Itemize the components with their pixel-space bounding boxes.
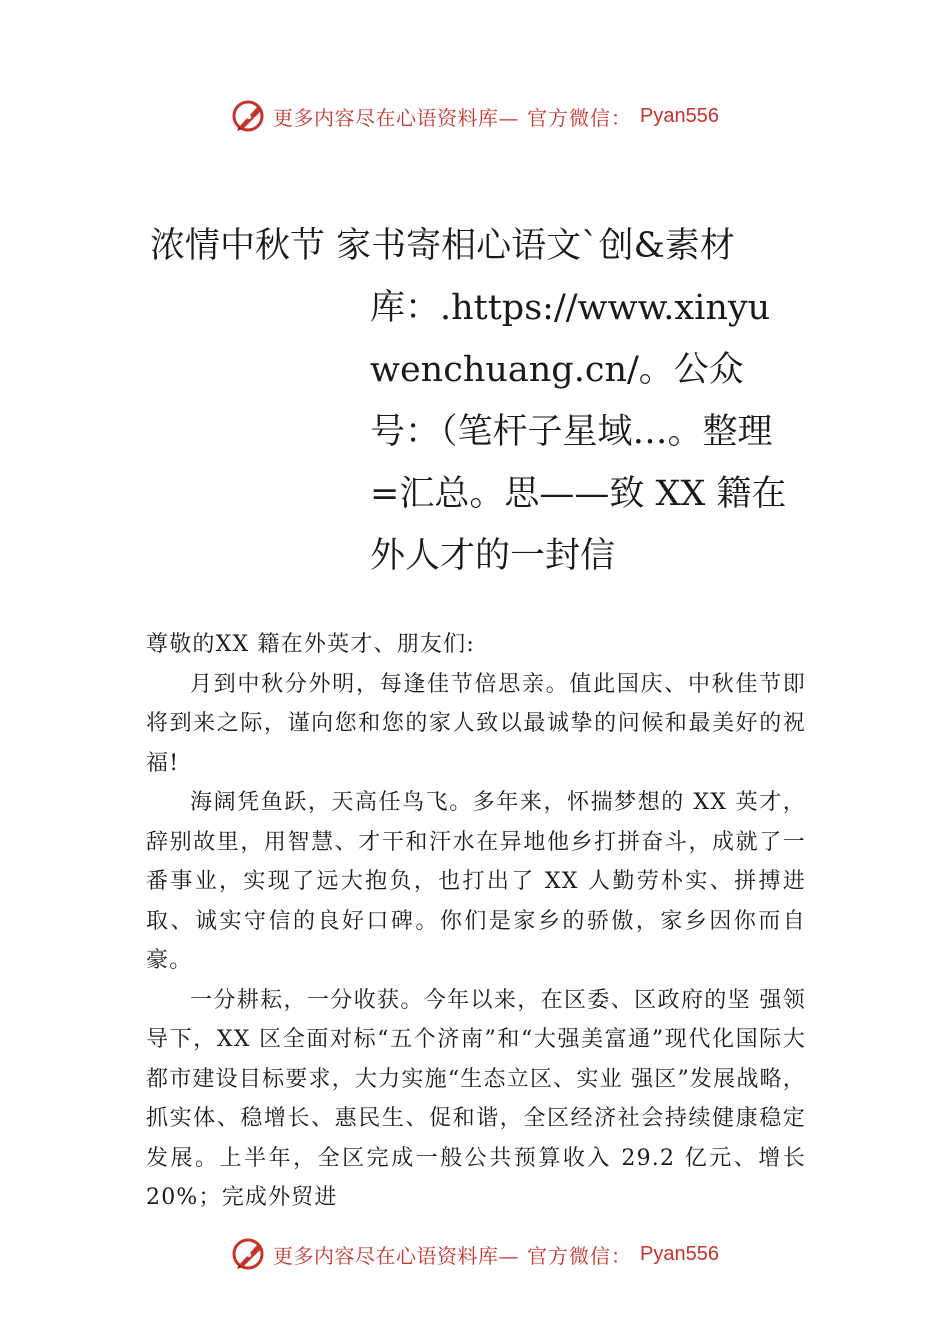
document-title: [150, 215, 810, 587]
pen-logo-icon: [231, 98, 267, 134]
letter-body: [146, 625, 806, 1218]
letter-paragraph-2: 海阔凭鱼跃，天高任鸟飞。多年来，怀揣梦想的 XX 英才，辞别故里，用智慧、才干和汗水在异地他乡打拼奋斗，成就了一番事业，实现了远大抱负，也打出了 XX 人勤劳朴实、拼搏进取、诚实守信的良好口碑。你们是家乡的骄傲，家乡因你而自豪。: [146, 790, 806, 973]
banner-wechat-id: Pyan556: [640, 1242, 719, 1265]
banner-text: 更多内容尽在心语资料库—: [273, 1243, 520, 1268]
banner-wechat-label: 官方微信：: [527, 1243, 633, 1268]
banner-wechat-label: 官方微信：: [527, 105, 633, 130]
letter-paragraph-1: 月到中秋分外明，每逢佳节倍思亲。值此国庆、中秋佳节即将到来之际，谨向您和您的家人致以最诚挚的问候和最美好的祝福!: [146, 671, 806, 776]
banner-wechat-id: Pyan556: [640, 104, 719, 127]
header-banner: [0, 92, 950, 140]
footer-banner: [0, 1230, 950, 1278]
pen-logo-icon: [231, 1236, 267, 1272]
banner-content: [231, 1236, 719, 1272]
letter-paragraph-3: 一分耕耘，一分收获。今年以来，在区委、区政府的坚 强领导下，XX 区全面对标“五个济南”和“大强美富通”现代化国际大都市建设目标要求，大力实施“生态立区、实业 强区”发展战略，抓实体、稳增长、惠民生、促和谐，全区经济社会持续健康稳定发展。上半年，全区完成一般公共预算收入 29.2 亿元、增长 20%；完成外贸进: [146, 987, 806, 1210]
banner-text: 更多内容尽在心语资料库—: [273, 105, 520, 130]
title-line-1: 浓情中秋节 家书寄相心语文`创&素材: [150, 226, 735, 266]
title-continuation: 库：.https://www.xinyuwenchuang.cn/。公众号：（笔杆子星域…。整理=汇总。思——致 XX 籍在外人才的一封信: [370, 288, 787, 576]
banner-content: [231, 98, 719, 134]
letter-salutation: 尊敬的XX 籍在外英才、朋友们:: [146, 632, 475, 657]
